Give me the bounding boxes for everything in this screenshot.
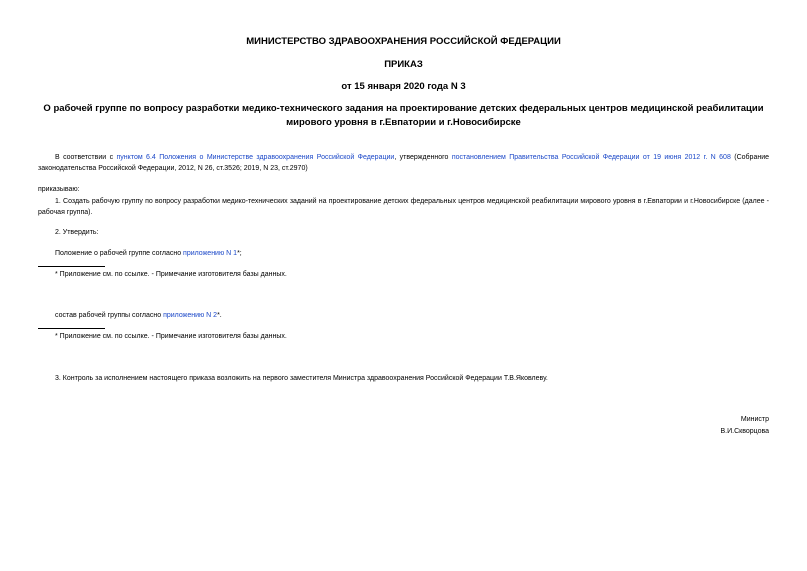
preamble-text-2: , утвержденного [394,154,452,161]
ministry-heading: МИНИСТЕРСТВО ЗДРАВООХРАНЕНИЯ РОССИЙСКОЙ ФЕДЕРАЦИИ [246,36,561,47]
item-2-sub-1 [55,249,242,260]
signature-name: В.И.Скворцова [720,427,769,435]
signature-block [721,414,770,437]
link-appendix-1[interactable]: приложению N 1 [183,250,238,257]
item-2-label: 2. Утвердить: [55,229,99,236]
item-2-sub-2 [55,311,222,322]
doc-type-heading: ПРИКАЗ [384,59,423,70]
signature-position: Министр [740,416,769,423]
item-1-paragraph: 1. Создать рабочую группу по вопросу разработки медико-технических заданий на проектирование детских федеральных центров медицинской реабилитации мирового уровня в г.Евпатории и г.Новосибирске (далее - рабочая группа). [38,198,769,216]
order-word: приказываю: [38,186,80,193]
item-2-sub-1-text: Положение о рабочей группе согласно [55,250,184,257]
footnote-separator-2 [38,328,105,329]
preamble-paragraph [38,153,769,174]
item-3-paragraph: 3. Контроль за исполнением настоящего приказа возложить на первого заместителя Министра здравоохранения Российской Федерации Т.В.Яковлеву. [55,375,548,382]
footnote-1: * Приложение см. по ссылке. - Примечание изготовителя базы данных. [55,271,287,278]
document-title: О рабочей группе по вопросу разработки медико-технического задания на проектирование детских федеральных центров медицинской реабилитации мирового уровня в г.Евпатории и г.Новосибирске [43,103,764,128]
footnote-2: * Приложение см. по ссылке. - Примечание изготовителя базы данных. [55,333,287,340]
link-appendix-2[interactable]: приложению N 2 [163,312,218,319]
footnote-separator-1 [38,266,105,267]
item-2-sub-2-suffix: *. [217,312,222,319]
link-regulation-point[interactable]: пунктом 6.4 Положения о Министерстве здравоохранения Российской Федерации [116,154,395,161]
link-government-decree[interactable]: постановлением Правительства Российской Федерации от 19 июня 2012 г. N 608 [451,154,731,161]
preamble-text-1: В соответствии с [55,154,117,161]
item-2-sub-2-text: состав рабочей группы согласно [55,312,164,319]
item-2-sub-1-suffix: *; [237,250,242,257]
preamble-text-3: (Собрание законодательства Российской Федерации, 2012, N 26, ст.3526; 2019, N 23, ст.2970) [38,154,770,172]
date-number-heading: от 15 января 2020 года N 3 [341,81,466,92]
